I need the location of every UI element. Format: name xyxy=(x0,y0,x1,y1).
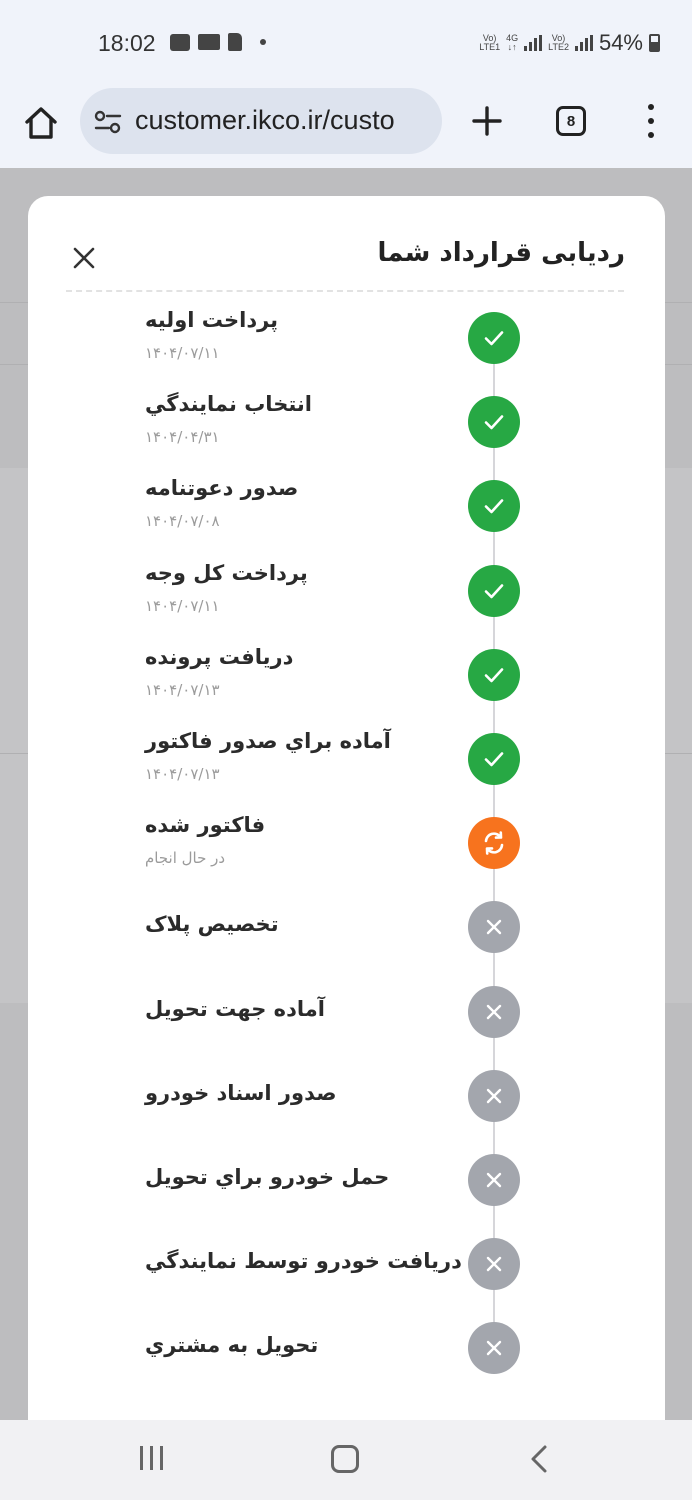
step-subtitle: ۱۴۰۴/۰۷/۱۳ xyxy=(145,765,220,783)
system-navigation-bar xyxy=(0,1420,692,1500)
tab-switcher-button[interactable]: 8 xyxy=(556,106,586,136)
plus-icon xyxy=(470,104,504,138)
step-title: دريافت خودرو توسط نمايندگي xyxy=(145,1249,462,1274)
step-title: صدور دعوتنامه xyxy=(145,476,299,501)
status-bar xyxy=(0,0,692,86)
browser-toolbar xyxy=(0,86,692,168)
system-status xyxy=(479,30,660,56)
step-subtitle: ۱۴۰۴/۰۷/۰۸ xyxy=(145,512,220,531)
menu-dot-icon xyxy=(648,118,654,124)
menu-dot-icon xyxy=(648,104,654,110)
recents-bar-icon xyxy=(140,1446,143,1470)
step-in-progress-sync-icon xyxy=(468,817,520,869)
step-pending-x-icon xyxy=(468,1070,520,1122)
step-pending-x-icon xyxy=(468,1154,520,1206)
new-tab-button[interactable] xyxy=(470,104,504,138)
network-type: 4G ↓↑ xyxy=(506,33,519,52)
step-title: فاکتور شده xyxy=(145,813,266,838)
more-notifications-dot-icon xyxy=(260,39,266,45)
step-title: حمل خودرو براي تحويل xyxy=(145,1165,390,1189)
mail-settings-icon xyxy=(198,34,220,50)
battery-percent: 54% xyxy=(598,30,643,55)
recents-button[interactable] xyxy=(140,1446,163,1470)
step-subtitle: ۱۴۰۴/۰۷/۱۳ xyxy=(145,680,220,699)
browser-menu-button[interactable] xyxy=(642,104,660,138)
step-subtitle: ۱۴۰۴/۰۷/۱۱ xyxy=(145,344,220,362)
step-done-check-icon xyxy=(468,649,520,701)
address-bar[interactable] xyxy=(80,88,442,154)
step-title: آماده براي صدور فاکتور xyxy=(145,729,391,753)
menu-dot-icon xyxy=(648,132,654,138)
step-title: پرداخت اوليه xyxy=(145,308,279,332)
signal-sim2-icon xyxy=(575,35,593,51)
site-settings-icon[interactable] xyxy=(94,110,122,134)
step-subtitle: ۱۴۰۴/۰۷/۱۱ xyxy=(145,596,220,615)
tracking-timeline xyxy=(28,196,665,1420)
step-done-check-icon xyxy=(468,565,520,617)
back-button[interactable] xyxy=(528,1444,550,1474)
chat-notification-icon xyxy=(170,34,190,51)
step-title: تخصيص پلاک xyxy=(145,912,279,937)
step-pending-x-icon xyxy=(468,1238,520,1290)
modal-title: ردیابی قرارداد شما xyxy=(377,238,625,268)
contract-tracking-modal xyxy=(28,196,665,1420)
step-done-check-icon xyxy=(468,312,520,364)
home-icon xyxy=(22,104,60,142)
step-done-check-icon xyxy=(468,480,520,532)
sim1-label: Vo) LTE1 xyxy=(479,33,501,52)
step-title: دريافت پرونده xyxy=(145,644,294,669)
step-subtitle: ۱۴۰۴/۰۴/۳۱ xyxy=(145,428,220,447)
url-text: customer.ikco.ir/custo xyxy=(135,105,395,135)
status-time: 18:02 xyxy=(98,30,156,56)
step-title: انتخاب نمايندگي xyxy=(145,392,312,417)
sim2-label: Vo) LTE2 xyxy=(548,33,569,52)
step-subtitle: در حال انجام xyxy=(145,849,226,868)
system-home-button[interactable] xyxy=(331,1445,359,1473)
step-done-check-icon xyxy=(468,733,520,785)
step-pending-x-icon xyxy=(468,901,520,953)
sd-card-icon xyxy=(228,33,242,51)
battery-icon xyxy=(649,34,660,52)
notification-icons xyxy=(170,33,266,51)
recents-bar-icon xyxy=(150,1446,153,1470)
step-pending-x-icon xyxy=(468,986,520,1038)
home-button[interactable] xyxy=(22,104,60,142)
signal-sim1-icon xyxy=(524,35,542,51)
back-chevron-icon xyxy=(528,1444,550,1474)
step-title: پرداخت کل وجه xyxy=(145,560,308,585)
step-done-check-icon xyxy=(468,396,520,448)
step-pending-x-icon xyxy=(468,1322,520,1374)
step-title: صدور اسناد خودرو xyxy=(145,1080,337,1105)
recents-bar-icon xyxy=(160,1446,163,1470)
step-title: آماده جهت تحويل xyxy=(145,996,325,1021)
step-title: تحويل به مشتري xyxy=(145,1333,319,1358)
